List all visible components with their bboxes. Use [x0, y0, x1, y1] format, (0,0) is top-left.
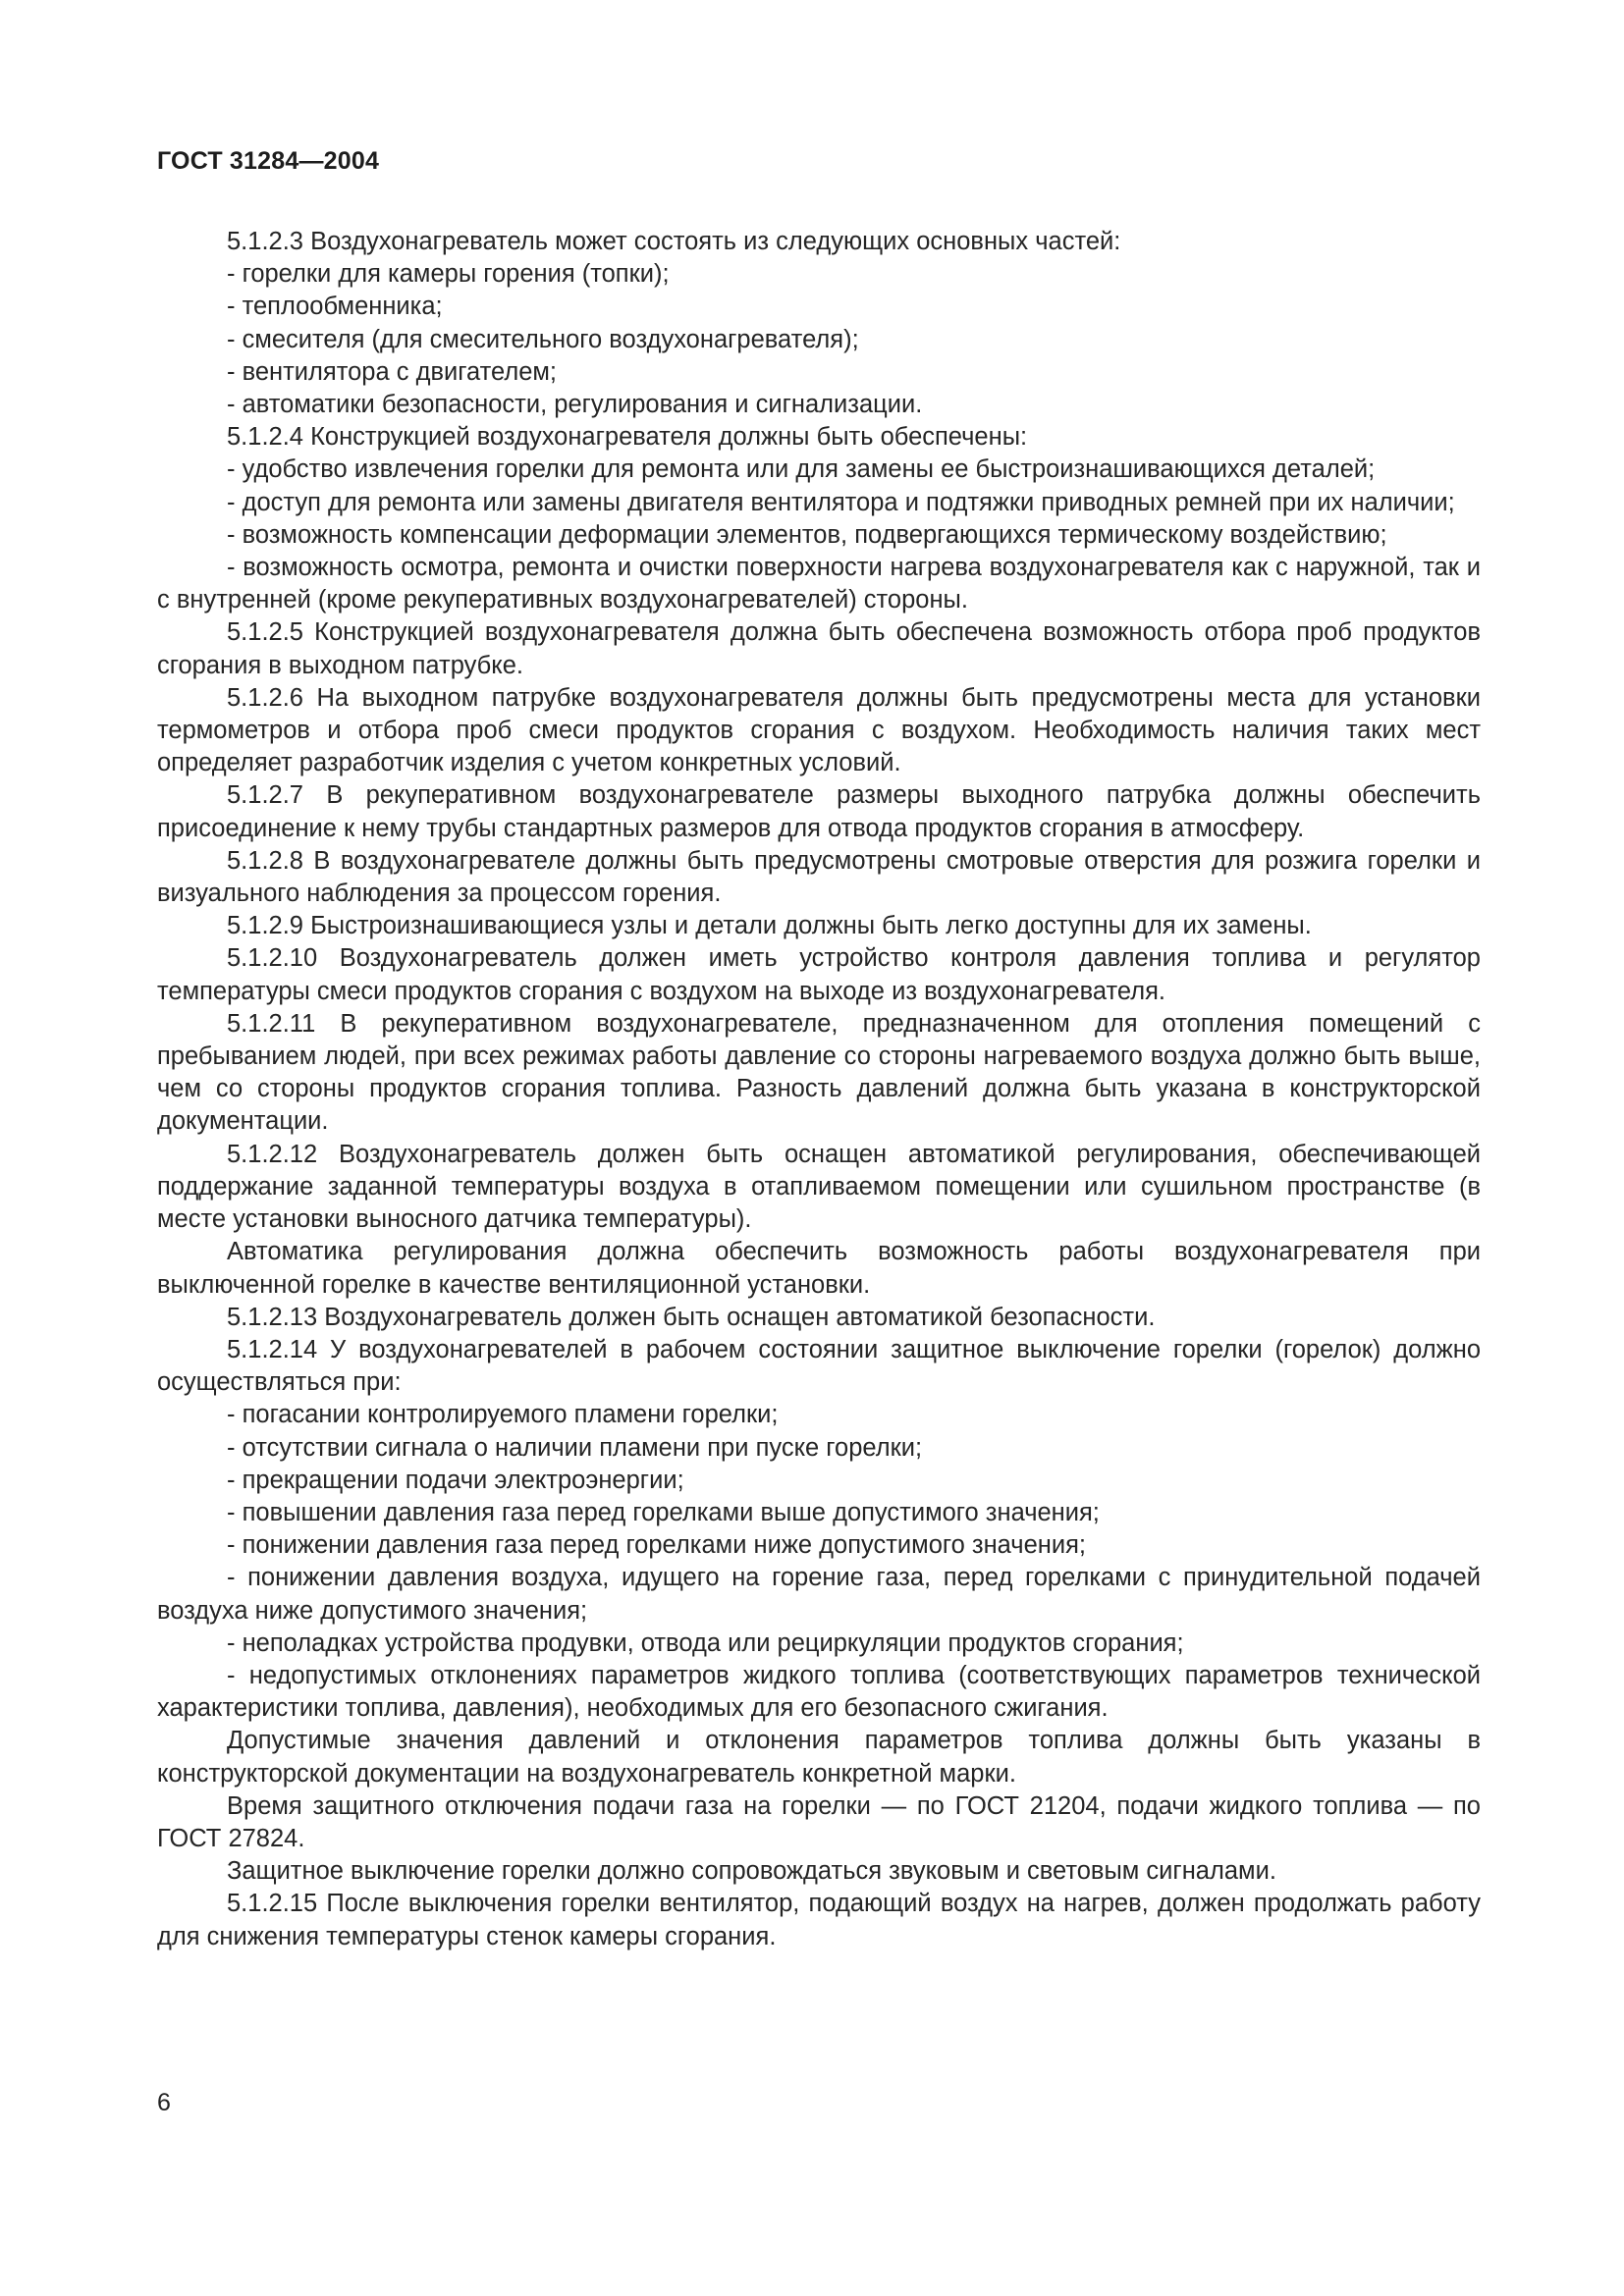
paragraph: Время защитного отключения подачи газа на горелки — по ГОСТ 21204, подачи жидкого топлива — по ГОСТ 27824. — [157, 1791, 1481, 1852]
paragraph: - возможность осмотра, ремонта и очистки поверхности нагрева воздухонагревателя как с наружной, так и с внутренней (кроме рекуперативных воздухонагревателей) стороны. — [157, 554, 1481, 614]
paragraph: - возможность компенсации деформации элементов, подвергающихся термическому воздействию; — [227, 520, 1387, 549]
page-number: 6 — [157, 2089, 171, 2116]
paragraph: 5.1.2.9 Быстроизнашивающиеся узлы и детали должны быть легко доступны для их замены. — [227, 912, 1312, 940]
paragraph: Допустимые значения давлений и отклонения параметров топлива должны быть указаны в конструкторской документации на воздухонагреватель конкретной марки. — [157, 1727, 1481, 1788]
paragraph: - погасании контролируемого пламени горелки; — [227, 1401, 779, 1429]
paragraph: - понижении давления газа перед горелками ниже допустимого значения; — [227, 1531, 1086, 1560]
paragraph: - теплообменника; — [227, 293, 443, 321]
paragraph: 5.1.2.14 У воздухонагревателей в рабочем состоянии защитное выключение горелки (горелок) должно осуществляться при: — [157, 1335, 1481, 1397]
paragraph: - повышении давления газа перед горелками выше допустимого значения; — [227, 1498, 1100, 1526]
paragraph: 5.1.2.3 Воздухонагреватель может состоять из следующих основных частей: — [227, 228, 1121, 255]
paragraph: - неполадках устройства продувки, отвода или рециркуляции продуктов сгорания; — [227, 1629, 1184, 1657]
paragraph: - смесителя (для смесительного воздухонагревателя); — [227, 325, 859, 353]
paragraph: - прекращении подачи электроэнергии; — [227, 1466, 684, 1494]
paragraph: 5.1.2.11 В рекуперативном воздухонагревателе, предназначенном для отопления помещений с пребыванием людей, при всех режимах работы давление со стороны нагреваемого воздуха должно быть выше, чем со стороны продуктов сгорания топлива. Разность давлений должна быть указана в конструкторской документации. — [157, 1009, 1481, 1136]
paragraph: 5.1.2.15 После выключения горелки вентилятор, подающий воздух на нагрев, должен продолжать работу для снижения температуры стенок камеры сгорания. — [157, 1890, 1481, 1950]
paragraph: 5.1.2.5 Конструкцией воздухонагревателя должна быть обеспечена возможность отбора проб продуктов сгорания в выходном патрубке. — [157, 618, 1481, 679]
paragraph: - отсутствии сигнала о наличии пламени при пуске горелки; — [227, 1433, 923, 1462]
paragraph: 5.1.2.4 Конструкцией воздухонагревателя должны быть обеспечены: — [227, 423, 1028, 452]
paragraph: - недопустимых отклонениях параметров жидкого топлива (соответствующих параметров технической характеристики топлива, давления), необходимых для его безопасного сжигания. — [157, 1661, 1481, 1723]
paragraph: 5.1.2.7 В рекуперативном воздухонагревателе размеры выходного патрубка должны обеспечить присоединение к нему трубы стандартных размеров для отвода продуктов сгорания в атмосферу. — [157, 781, 1481, 842]
paragraph: 5.1.2.8 В воздухонагревателе должны быть предусмотрены смотровые отверстия для розжига горелки и визуального наблюдения за процессом горения. — [157, 846, 1481, 908]
paragraph: - автоматики безопасности, регулирования и сигнализации. — [227, 391, 923, 419]
paragraph: - вентилятора с двигателем; — [227, 357, 558, 386]
paragraph: 5.1.2.6 На выходном патрубке воздухонагревателя должны быть предусмотрены места для установки термометров и отбора проб смеси продуктов сгорания с воздухом. Необходимость наличия таких мест определяет разработчик изделия с учетом конкретных условий. — [157, 683, 1481, 777]
paragraph: 5.1.2.13 Воздухонагреватель должен быть оснащен автоматикой безопасности. — [227, 1303, 1156, 1331]
standard-designation: ГОСТ 31284—2004 — [157, 147, 380, 175]
paragraph: 5.1.2.12 Воздухонагреватель должен быть оснащен автоматикой регулирования, обеспечивающей поддержание заданной температуры воздуха в отапливаемом помещении или сушильном пространстве (в месте установки выносного датчика температуры). — [157, 1140, 1481, 1234]
paragraph: - горелки для камеры горения (топки); — [227, 260, 670, 289]
paragraph: - удобство извлечения горелки для ремонта или для замены ее быстроизнашивающихся деталей; — [227, 455, 1376, 484]
paragraph: 5.1.2.10 Воздухонагреватель должен иметь устройство контроля давления топлива и регулятор температуры смеси продуктов сгорания с воздухом на выходе из воздухонагревателя. — [157, 944, 1481, 1005]
document-body — [157, 226, 1481, 1953]
paragraph: - понижении давления воздуха, идущего на горение газа, перед горелками с принудительной подачей воздуха ниже допустимого значения; — [157, 1564, 1481, 1625]
paragraph: Защитное выключение горелки должно сопровождаться звуковым и световым сигналами. — [227, 1857, 1276, 1886]
paragraph: Автоматика регулирования должна обеспечить возможность работы воздухонагревателя при выключенной горелке в качестве вентиляционной установки. — [157, 1238, 1481, 1299]
paragraph: - доступ для ремонта или замены двигателя вентилятора и подтяжки приводных ремней при их наличии; — [227, 488, 1455, 516]
